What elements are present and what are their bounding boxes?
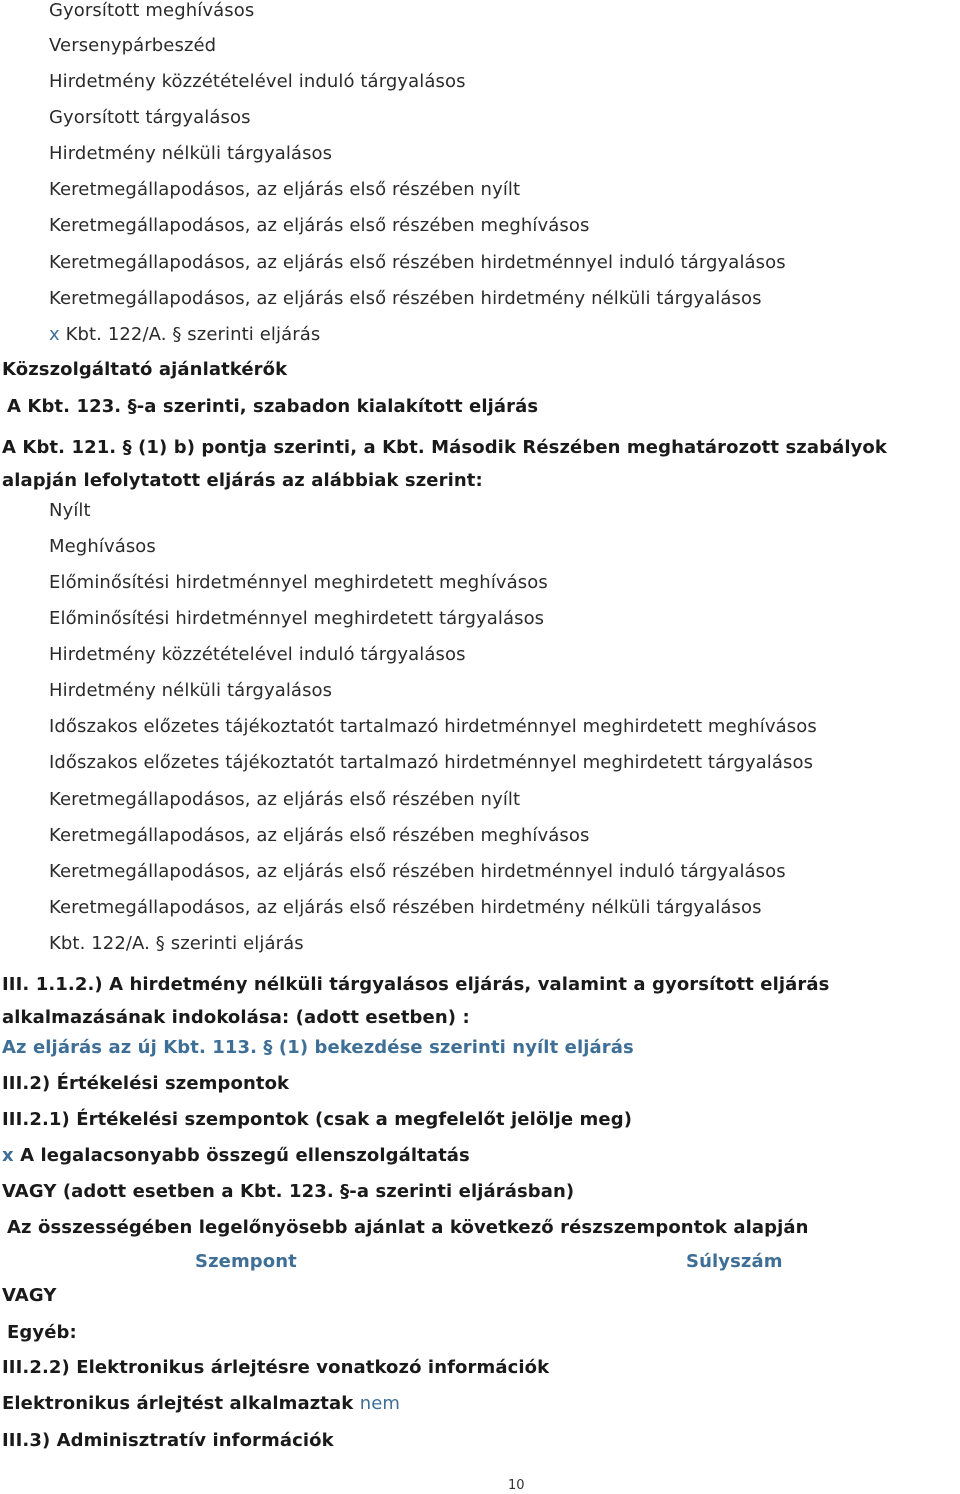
lowest-price-label: A legalacsonyabb összegű ellenszolgáltatás <box>20 1145 470 1166</box>
criteria-column-header: Szempont <box>195 1251 297 1272</box>
list-item: Hirdetmény nélküli tárgyalásos <box>49 680 333 701</box>
vagy-label: VAGY <box>2 1285 57 1306</box>
list-item: Keretmegállapodásos, az eljárás első részében hirdetmény nélküli tárgyalásos <box>49 288 762 309</box>
list-item: Keretmegállapodásos, az eljárás első részében hirdetmény nélküli tárgyalásos <box>49 897 762 918</box>
list-item: Gyorsított tárgyalásos <box>49 107 251 128</box>
kozszolgaltato-heading: Közszolgáltató ajánlatkérők <box>2 359 288 380</box>
other-label: Egyéb: <box>7 1322 77 1343</box>
lowest-price-option <box>2 1145 470 1167</box>
section-3-heading: III.3) Adminisztratív információk <box>2 1430 334 1451</box>
kbt-121-paragraph: A Kbt. 121. § (1) b) pontja szerinti, a Kbt. Második Részében meghatározott szabályok alapján lefolytatott eljárás az alábbiak szerint: <box>2 437 887 491</box>
e-auction-line <box>2 1393 400 1415</box>
list-item: Időszakos előzetes tájékoztatót tartalmazó hirdetménnyel meghirdetett tárgyalásos <box>49 752 814 773</box>
list-item: Keretmegállapodásos, az eljárás első részében hirdetménnyel induló tárgyalásos <box>49 252 786 273</box>
section-2-heading: III.2) Értékelési szempontok <box>2 1073 290 1094</box>
list-item: Keretmegállapodásos, az eljárás első részében meghívásos <box>49 215 590 236</box>
list-item: Kbt. 122/A. § szerinti eljárás <box>49 933 304 954</box>
weight-column-header: Súlyszám <box>686 1251 783 1272</box>
list-item: Előminősítési hirdetménnyel meghirdetett meghívásos <box>49 572 548 593</box>
list-item: Hirdetmény közzétételével induló tárgyalásos <box>49 644 466 665</box>
list-item: Keretmegállapodásos, az eljárás első részében meghívásos <box>49 825 590 846</box>
e-auction-value: nem <box>359 1393 401 1414</box>
kbt-123-line: A Kbt. 123. §-a szerinti, szabadon kialakított eljárás <box>7 396 539 417</box>
list-item: Versenypárbeszéd <box>49 35 217 56</box>
list-item: Hirdetmény közzétételével induló tárgyalásos <box>49 71 466 92</box>
section-1-1-2-answer: Az eljárás az új Kbt. 113. § (1) bekezdése szerinti nyílt eljárás <box>2 1037 634 1058</box>
section-1-1-2-heading: III. 1.1.2.) A hirdetmény nélküli tárgyalásos eljárás, valamint a gyorsított eljárás alkalmazásának indokolása: (adott esetben) : <box>2 974 830 1028</box>
list-item: Keretmegállapodásos, az eljárás első részében nyílt <box>49 789 521 810</box>
section-2-1-heading: III.2.1) Értékelési szempontok (csak a megfelelőt jelölje meg) <box>2 1109 633 1130</box>
e-auction-label: Elektronikus árlejtést alkalmaztak <box>2 1393 354 1414</box>
page-number: 10 <box>508 1478 525 1493</box>
list-item: Időszakos előzetes tájékoztatót tartalmazó hirdetménnyel meghirdetett meghívásos <box>49 716 817 737</box>
section-2-2-heading: III.2.2) Elektronikus árlejtésre vonatkozó információk <box>2 1357 550 1378</box>
list-item: Nyílt <box>49 500 91 521</box>
checked-mark: x <box>49 324 60 345</box>
list-item: Keretmegállapodásos, az eljárás első részében hirdetménnyel induló tárgyalásos <box>49 861 786 882</box>
vagy-kbt-123-line: VAGY (adott esetben a Kbt. 123. §-a szerinti eljárásban) <box>2 1181 575 1202</box>
list-item: Gyorsított meghívásos <box>49 0 255 21</box>
kbt-122a-checked-item <box>49 324 320 346</box>
best-value-line: Az összességében legelőnyösebb ajánlat a következő részszempontok alapján <box>7 1217 809 1238</box>
checked-item-label: Kbt. 122/A. § szerinti eljárás <box>65 324 321 345</box>
list-item: Előminősítési hirdetménnyel meghirdetett tárgyalásos <box>49 608 545 629</box>
list-item: Keretmegállapodásos, az eljárás első részében nyílt <box>49 179 521 200</box>
list-item: Hirdetmény nélküli tárgyalásos <box>49 143 333 164</box>
list-item: Meghívásos <box>49 536 156 557</box>
checked-mark: x <box>2 1145 14 1166</box>
